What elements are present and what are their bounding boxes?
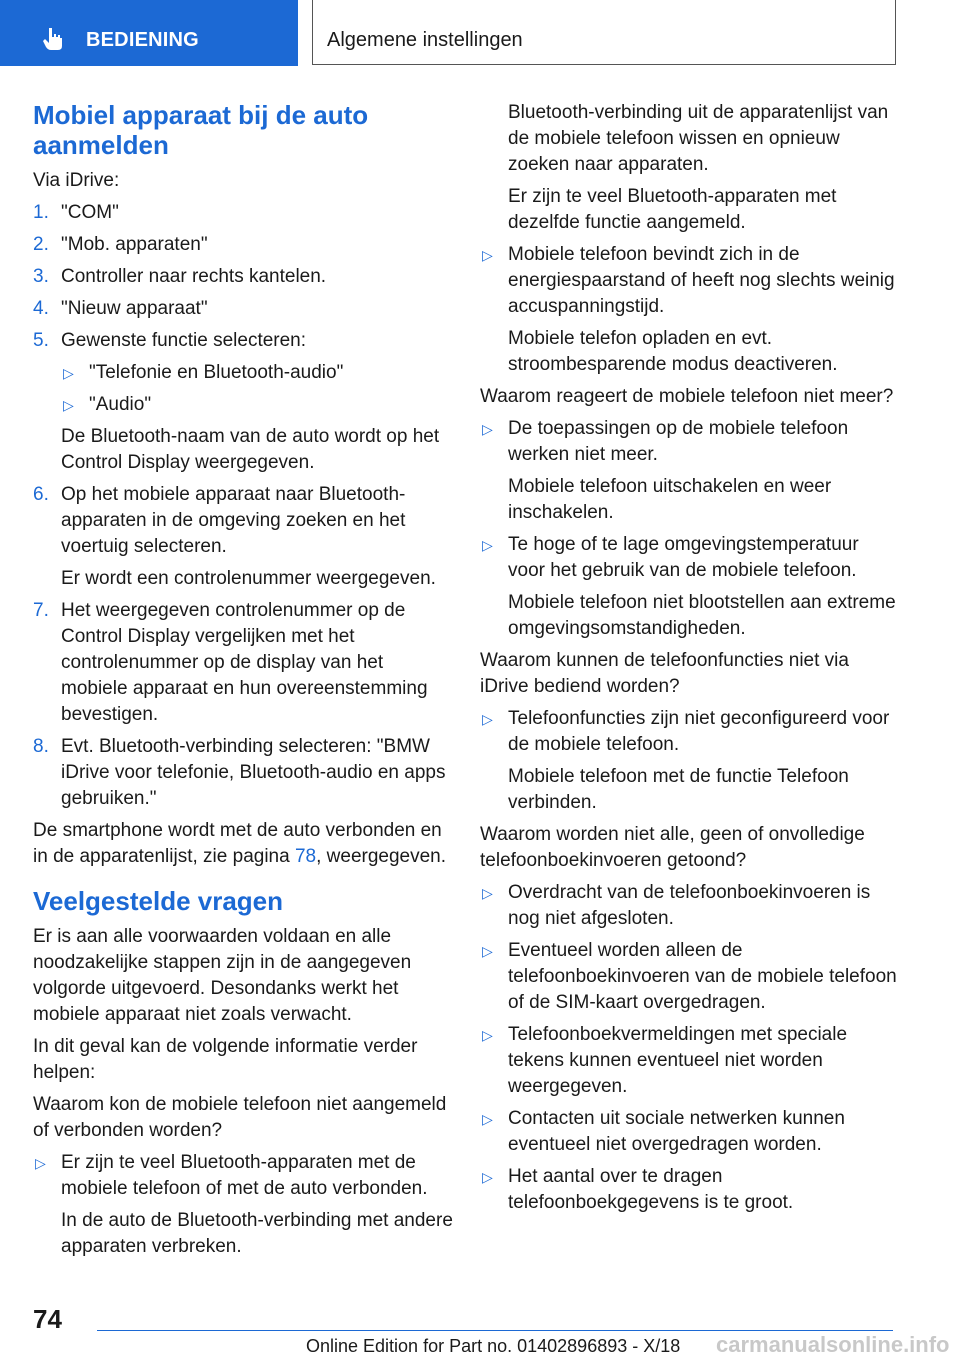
list-item-text: Er zijn te veel Bluetooth-apparaten met de mobiele telefoon of met de auto verbonden. bbox=[61, 1152, 428, 1199]
list-item-text: Mobiele telefoon bevindt zich in de energiespaarstand of heeft nog slechts weinig accuspanningstijd. bbox=[508, 244, 895, 317]
bullet-triangle-icon: ▷ bbox=[482, 711, 493, 727]
step-text: Gewenste functie selecteren: bbox=[61, 330, 307, 351]
faq-intro-2: In dit geval kan de volgende informatie verder helpen: bbox=[33, 1036, 418, 1083]
step-item bbox=[33, 734, 453, 812]
via-idrive-text: Via iDrive: bbox=[33, 170, 120, 191]
faq-question: Waarom kon de mobiele telefoon niet aangemeld of verbonden worden? bbox=[33, 1094, 447, 1141]
result-text bbox=[33, 818, 453, 870]
step-note: De Bluetooth-naam van de auto wordt op het Control Display weergegeven. bbox=[61, 426, 440, 473]
step-item bbox=[33, 232, 453, 258]
step-item bbox=[33, 264, 453, 290]
chapter-label: Algemene instellingen bbox=[327, 29, 523, 51]
faq-question: Waarom worden niet alle, geen of onvolledige telefoonboekinvoeren getoond? bbox=[480, 824, 865, 871]
list-item bbox=[480, 416, 900, 468]
bullet-triangle-icon: ▷ bbox=[482, 943, 493, 959]
step-number: 5. bbox=[33, 330, 49, 351]
list-item-text: Overdracht van de telefoonboekinvoeren is nog niet afgesloten. bbox=[508, 882, 871, 929]
right-column bbox=[480, 100, 900, 1222]
bullet-triangle-icon: ▷ bbox=[63, 365, 74, 381]
left-column bbox=[33, 100, 453, 1266]
list-item bbox=[480, 532, 900, 584]
step-text: "Mob. apparaten" bbox=[61, 234, 208, 255]
step-number: 8. bbox=[33, 736, 49, 757]
step-text: Controller naar rechts kantelen. bbox=[61, 266, 327, 287]
bullet-triangle-icon: ▷ bbox=[35, 1155, 46, 1171]
list-item bbox=[480, 1164, 900, 1216]
bullet-triangle-icon: ▷ bbox=[482, 1169, 493, 1185]
list-item bbox=[61, 360, 453, 386]
list-item-text: Contacten uit sociale netwerken kunnen eventueel niet overgedragen worden. bbox=[508, 1108, 845, 1155]
step-item bbox=[33, 598, 453, 728]
step-text: Het weergegeven controlenummer op de Control Display vergelijken met het controlenummer op de display van het mobiele apparaat en hun overeenstemming bevestigen. bbox=[61, 600, 428, 725]
hand-pointer-icon bbox=[40, 26, 66, 52]
list-item bbox=[480, 242, 900, 320]
list-item-text: Het aantal over te dragen telefoonboekgegevens is te groot. bbox=[508, 1166, 794, 1213]
list-item bbox=[33, 1150, 453, 1202]
list-item bbox=[480, 938, 900, 1016]
result-text-pre: De smartphone wordt met de auto verbonden en in de apparatenlijst, zie pagina bbox=[33, 820, 442, 867]
step-number: 1. bbox=[33, 202, 49, 223]
faq-fix: In de auto de Bluetooth-verbinding met andere apparaten verbreken. bbox=[61, 1210, 453, 1257]
step5-options bbox=[33, 360, 453, 418]
chapter-tab bbox=[312, 0, 896, 65]
bullet-triangle-icon: ▷ bbox=[482, 885, 493, 901]
list-item bbox=[61, 392, 453, 418]
list-item bbox=[480, 1106, 900, 1158]
result-text-post: , weergegeven. bbox=[316, 846, 447, 867]
bullet-triangle-icon: ▷ bbox=[482, 421, 493, 437]
step-item bbox=[33, 296, 453, 322]
footer-divider bbox=[97, 1330, 893, 1331]
step-note: Er wordt een controlenummer weergegeven. bbox=[61, 568, 436, 589]
step-number: 3. bbox=[33, 266, 49, 287]
step-text: Op het mobiele apparaat naar Bluetooth-apparaten in de omgeving zoeken en het voertuig selecteren. bbox=[61, 484, 406, 557]
bullet-triangle-icon: ▷ bbox=[482, 247, 493, 263]
faq-intro: Er is aan alle voorwaarden voldaan en alle noodzakelijke stappen zijn in de aangegeven volgorde uitgevoerd. Desondanks werkt het mobiele apparaat niet zoals verwacht. bbox=[33, 926, 412, 1025]
step-item bbox=[33, 482, 453, 560]
faq-fix: Mobiele telefon opladen en evt. stroombesparende modus deactiveren. bbox=[508, 328, 838, 375]
faq-fix: Mobiele telefoon uitschakelen en weer inschakelen. bbox=[508, 476, 832, 523]
step-text: Evt. Bluetooth-verbinding selecteren: "BMW iDrive voor telefonie, Bluetooth-audio en apps gebruiken." bbox=[61, 736, 446, 809]
bullet-triangle-icon: ▷ bbox=[482, 1111, 493, 1127]
faq-fix: Mobiele telefoon niet blootstellen aan extreme omgevingsomstandigheden. bbox=[508, 592, 896, 639]
step-item bbox=[33, 200, 453, 226]
list-item-text: Telefoonfuncties zijn niet geconfigureerd voor de mobiele telefoon. bbox=[508, 708, 890, 755]
heading-register-device: Mobiel apparaat bij de auto aanmelden bbox=[33, 100, 369, 160]
list-item-text: De toepassingen op de mobiele telefoon werken niet meer. bbox=[508, 418, 849, 465]
bullet-triangle-icon: ▷ bbox=[63, 397, 74, 413]
page-header bbox=[0, 0, 960, 66]
faq-question: Waarom kunnen de telefoonfuncties niet via iDrive bediend worden? bbox=[480, 650, 849, 697]
step-number: 7. bbox=[33, 600, 49, 621]
step-text: "Nieuw apparaat" bbox=[61, 298, 208, 319]
faq-fix: Mobiele telefoon met de functie Telefoon verbinden. bbox=[508, 766, 849, 813]
faq-fix: Bluetooth-verbinding uit de apparatenlijst van de mobiele telefoon wissen en opnieuw zoeken naar apparaten. bbox=[508, 102, 889, 175]
section-tab bbox=[0, 0, 298, 66]
bullet-triangle-icon: ▷ bbox=[482, 537, 493, 553]
step-number: 6. bbox=[33, 484, 49, 505]
faq-fix: Er zijn te veel Bluetooth-apparaten met dezelfde functie aangemeld. bbox=[508, 186, 837, 233]
list-item bbox=[480, 880, 900, 932]
list-item-text: "Audio" bbox=[89, 394, 152, 415]
footer-edition: Online Edition for Part no. 01402896893 - X/18 bbox=[306, 1336, 681, 1356]
step-item bbox=[33, 328, 453, 354]
list-item-text: Eventueel worden alleen de telefoonboekinvoeren van de mobiele telefoon of de SIM-kaart overgedragen. bbox=[508, 940, 897, 1013]
list-item-text: Te hoge of te lage omgevingstemperatuur voor het gebruik van de mobiele telefoon. bbox=[508, 534, 859, 581]
step-text: "COM" bbox=[61, 202, 119, 223]
bullet-triangle-icon: ▷ bbox=[482, 1027, 493, 1043]
list-item bbox=[480, 1022, 900, 1100]
list-item bbox=[480, 706, 900, 758]
page-link[interactable]: 78 bbox=[294, 846, 317, 867]
step-number: 2. bbox=[33, 234, 49, 255]
watermark: carmanualsonline.info bbox=[716, 1332, 950, 1357]
page-number: 74 bbox=[33, 1304, 62, 1334]
list-item-text: Telefoonboekvermeldingen met speciale tekens kunnen eventueel niet worden weergegeven. bbox=[508, 1024, 848, 1097]
heading-faq: Veelgestelde vragen bbox=[33, 886, 284, 916]
step-number: 4. bbox=[33, 298, 49, 319]
faq-question: Waarom reageert de mobiele telefoon niet meer? bbox=[480, 386, 894, 407]
section-label: BEDIENING bbox=[86, 29, 199, 51]
list-item-text: "Telefonie en Bluetooth-audio" bbox=[89, 362, 344, 383]
